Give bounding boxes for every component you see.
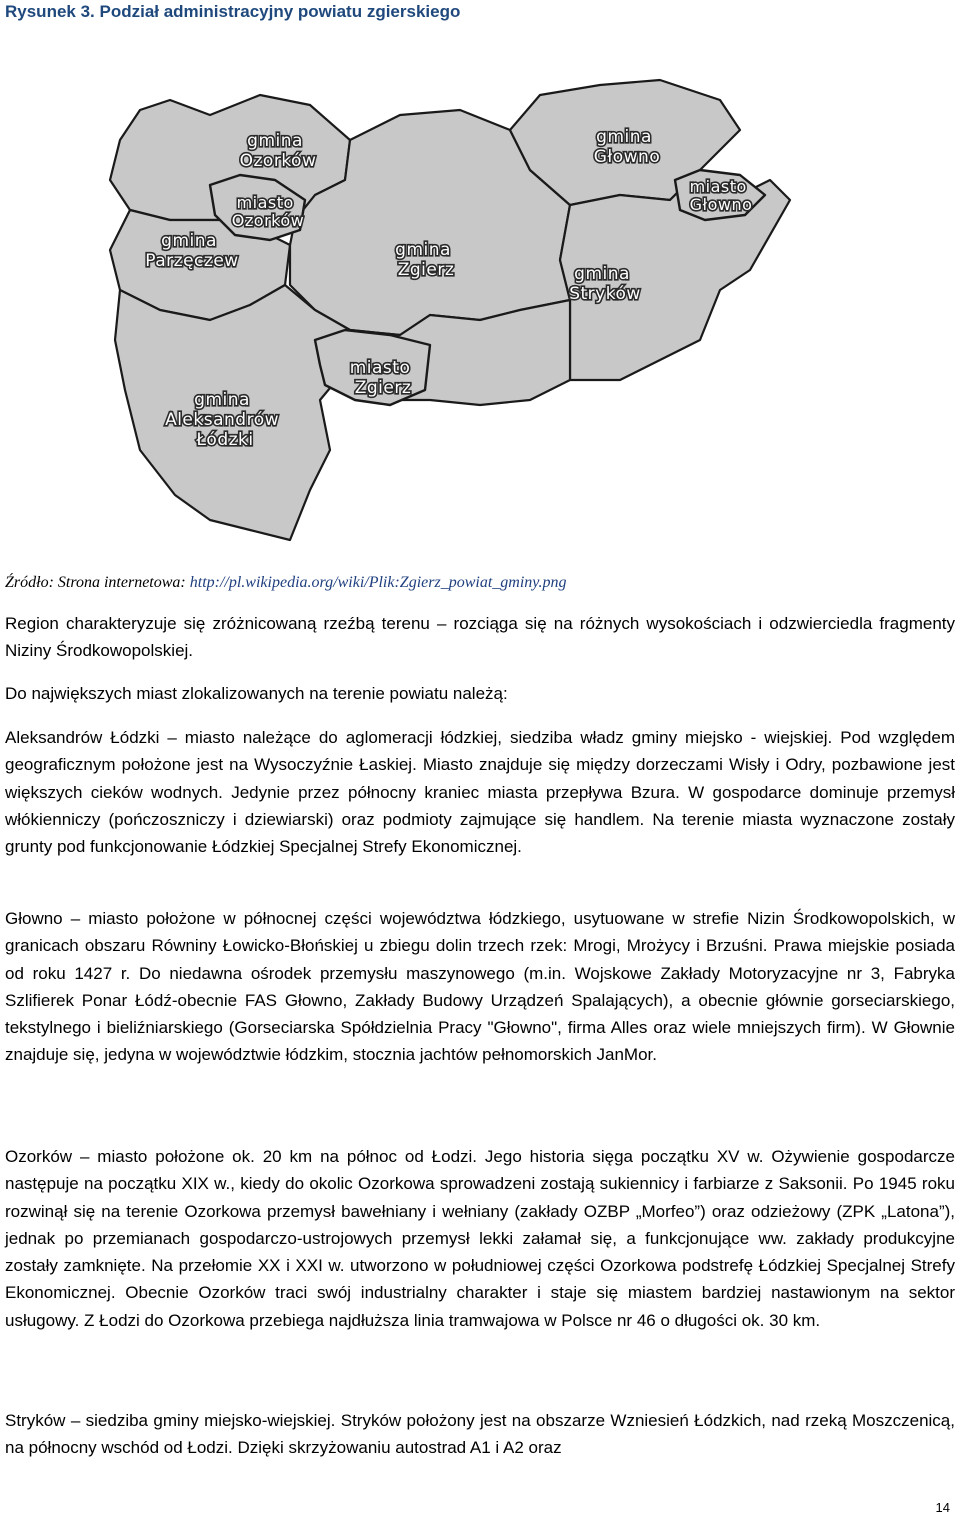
- paragraph-text: Stryków – siedziba gminy miejsko-wiejskiej. Stryków położony jest na obszarze Wzniesień Łódzkich, nad rzeką Moszczenicą, na północny wschód od Łodzi. Dzięki skrzyżowaniu autostrad A1 i A2 oraz: [5, 1411, 955, 1458]
- paragraph-text: Ozorków – miasto położone ok. 20 km na północ od Łodzi. Jego historia sięga początku XV w. Ożywienie gospodarcze następuje na początku XIX w., kiedy do okolic Ozorkowa sprowadzeni zostają sukiennicy i farbiarze z Saksonii. Po 1945 roku rozwinął się na terenie Ozorkowa przemysł bawełniany i wełniany (zakłady OZBP „Morfeo”) oraz odzieżowy (ZPK „Latona”), jednak po przemianach gospodarczo-ustrojowych przemysł lekki załamał się, a funkcjonujące ww. zakłady produkcyjne zostały zamknięte. Na przełomie XX i XXI w. utworzono w południowej części Ozorkowa podstrefę Łódzkiej Specjalnej Strefy Ekonomicznej. Obecnie Ozorków traci swój industrialny charakter i staje się miastem bardziej nastawionym na sektor usługowy. Z Łodzi do Ozorkowa przebiega najdłuższa linia tramwajowa w Polsce nr 46 o długości ok. 30 km.: [5, 1147, 955, 1330]
- label-miasto-glowno: miasto Głowno: [689, 177, 753, 214]
- paragraph-text: Do największych miast zlokalizowanych na terenie powiatu należą:: [5, 684, 508, 703]
- label-miasto-zgierz: miasto Zgierz: [349, 358, 412, 398]
- paragraph-region: [5, 610, 955, 665]
- paragraph-text: Region charakteryzuje się zróżnicowaną rzeźbą terenu – rozciąga się na różnych wysokościach i odzwierciedla fragmenty Niziny Środkowopolskiej.: [5, 614, 955, 661]
- label-gmina-zgierz: gmina Zgierz: [395, 240, 455, 280]
- label-miasto-ozorkow: miasto Ozorków: [231, 193, 305, 230]
- label-gmina-glowno: gmina Głowno: [593, 127, 661, 167]
- label-gmina-strykow: gmina Stryków: [569, 264, 641, 304]
- paragraph-ozorkow: [5, 1143, 955, 1334]
- paragraph-intro-cities: [5, 680, 955, 707]
- source-link[interactable]: http://pl.wikipedia.org/wiki/Plik:Zgierz_powiat_gminy.png: [189, 574, 567, 591]
- paragraph-text: Aleksandrów Łódzki – miasto należące do aglomeracji łódzkiej, siedziba władz gminy miejsko - wiejskiej. Pod względem geograficznym położone jest na Wysoczyźnie Łaskiej. Miasto znajduje się między dorzeczami Wisły i Odry, pozbawione jest większych cieków wodnych. Jedynie przez północny kraniec miasta przepływa Bzura. W gospodarce dominuje przemysł włókienniczy (pończoszniczy i dziewiarski) oraz podmioty zajmujące się handlem. Na terenie miasta wyznaczone zostały grunty pod funkcjonowanie Łódzkiej Specjalnej Strefy Ekonomicznej.: [5, 728, 955, 857]
- paragraph-glowno: [5, 905, 955, 1069]
- source-prefix: Źródło: Strona internetowa:: [5, 574, 190, 591]
- district-map: [100, 70, 800, 550]
- paragraph-text: Głowno – miasto położone w północnej części województwa łódzkiego, usytuowane w strefie Nizin Środkowopolskich, w granicach obszaru Równiny Łowicko-Błońskiej u zbiegu dolin trzech rzek: Mrogi, Mrożycy i Brzuśni. Prawa miejskie posiada od roku 1427 r. Do niedawna ośrodek przemysłu maszynowego (m.in. Wojskowe Zakłady Motoryzacyjne nr 3, Fabryka Szlifierek Ponar Łódź-obecnie FAS Głowno, Zakłady Budowy Urządzeń Spalających), a obecnie głównie gorseciarskiego, tekstylnego i bieliźniarskiego (Gorseciarska Spółdzielnia Pracy "Głowno", firma Alles oraz wiele mniejszych firm). W Głownie znajduje się, jedyna w województwie łódzkim, stocznia jachtów pełnomorskich JanMor.: [5, 909, 955, 1065]
- district-map-svg: [100, 70, 800, 550]
- label-gmina-ozorkow: gmina Ozorków: [239, 131, 317, 171]
- label-gmina-aleksandrow: gmina Aleksandrów Łódzki: [165, 390, 280, 450]
- figure-caption: Rysunek 3. Podział administracyjny powiatu zgierskiego: [5, 2, 461, 21]
- paragraph-strykow: [5, 1407, 955, 1462]
- label-gmina-parzeczew: gmina Parzęczew: [145, 231, 239, 271]
- paragraph-aleksandrow: [5, 724, 955, 860]
- page-number: 14: [935, 1500, 950, 1515]
- source-line: [5, 574, 566, 592]
